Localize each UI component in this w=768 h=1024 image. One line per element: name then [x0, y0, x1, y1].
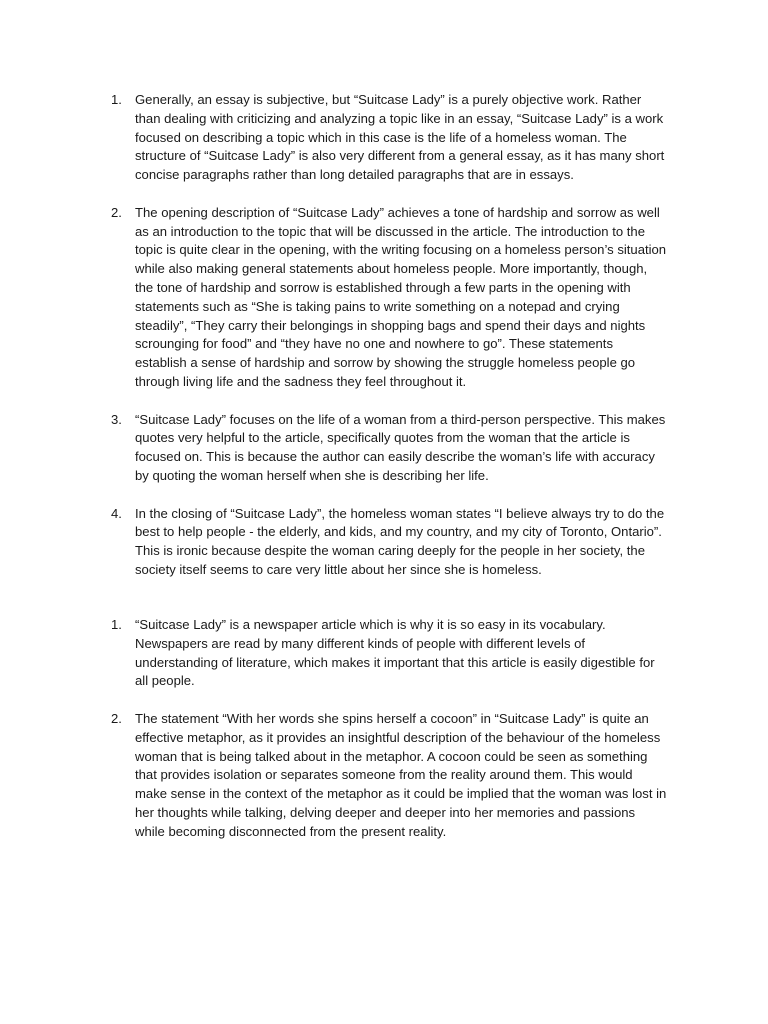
- list-item-number: 1.: [111, 617, 122, 632]
- list-item-text: In the closing of “Suitcase Lady”, the homeless woman states “I believe always try to do the best to help people - the elderly, and kids, and my country, and my city of Toronto, Ontario”. This is ironic because despite the woman caring deeply for the people in her society, the society itself seems to care very little about her since she is homeless.: [135, 505, 665, 577]
- list-item: [108, 204, 668, 392]
- list-item: [108, 411, 668, 486]
- list-item: [108, 710, 668, 842]
- list-item-text: The statement “With her words she spins herself a cocoon” in “Suitcase Lady” is quite an effective metaphor, as it provides an insightful description of the behaviour of the homeless woman that is being talked about in the metaphor. A cocoon could be seen as something that provides isolation or separates someone from the reality around them. This would make sense in the context of the metaphor as it could be implied that the woman was lost in her thoughts while talking, delving deeper and deeper into her memories and passions while becoming disconnected from the present reality.: [135, 710, 667, 839]
- list-item: [108, 616, 668, 691]
- list-item-number: 4.: [111, 505, 122, 521]
- list-item: [108, 505, 668, 580]
- list-item-number: 1.: [111, 92, 122, 107]
- list-item-text: “Suitcase Lady” focuses on the life of a woman from a third-person perspective. This makes quotes very helpful to the article, specifically quotes from the woman that the article is focused on. This is because the author can easily describe the woman’s life with accuracy by quoting the woman herself when she is describing her life.: [135, 411, 666, 483]
- list-item: [108, 91, 668, 185]
- list-item-number: 2.: [111, 710, 122, 726]
- numbered-list-second: [108, 616, 668, 860]
- list-item-text: The opening description of “Suitcase Lady” achieves a tone of hardship and sorrow as well as an introduction to the topic that will be discussed in the article. The introduction to the topic is quite clear in the opening, with the writing focusing on a homeless person’s situation while also making general statements about homeless people. More importantly, though, the tone of hardship and sorrow is established through a few parts in the opening with statements such as “She is taking pains to write something on a notepad and crying steadily”, “They carry their belongings in shopping bags and spend their days and nights scrounging for food” and “they have no one and nowhere to go”. These statements establish a sense of hardship and sorrow by showing the struggle homeless people go through living life and the sadness they feel throughout it.: [135, 204, 667, 389]
- list-item-number: 3.: [111, 411, 122, 427]
- list-item-text: Generally, an essay is subjective, but “Suitcase Lady” is a purely objective work. Rather than dealing with criticizing and analyzing a topic like in an essay, “Suitcase Lady” is a work focused on describing a topic which in this case is the life of a homeless woman. The structure of “Suitcase Lady” is also very different from a general essay, as it has many short concise paragraphs rather than long detailed paragraphs that are in essays.: [135, 92, 665, 183]
- numbered-list-first: [108, 91, 668, 599]
- list-item-text: “Suitcase Lady” is a newspaper article which is why it is so easy in its vocabulary. Newspapers are read by many different kinds of people with different levels of understanding of literature, which makes it important that this article is easily digestible for all people.: [135, 617, 655, 689]
- list-item-number: 2.: [111, 204, 122, 220]
